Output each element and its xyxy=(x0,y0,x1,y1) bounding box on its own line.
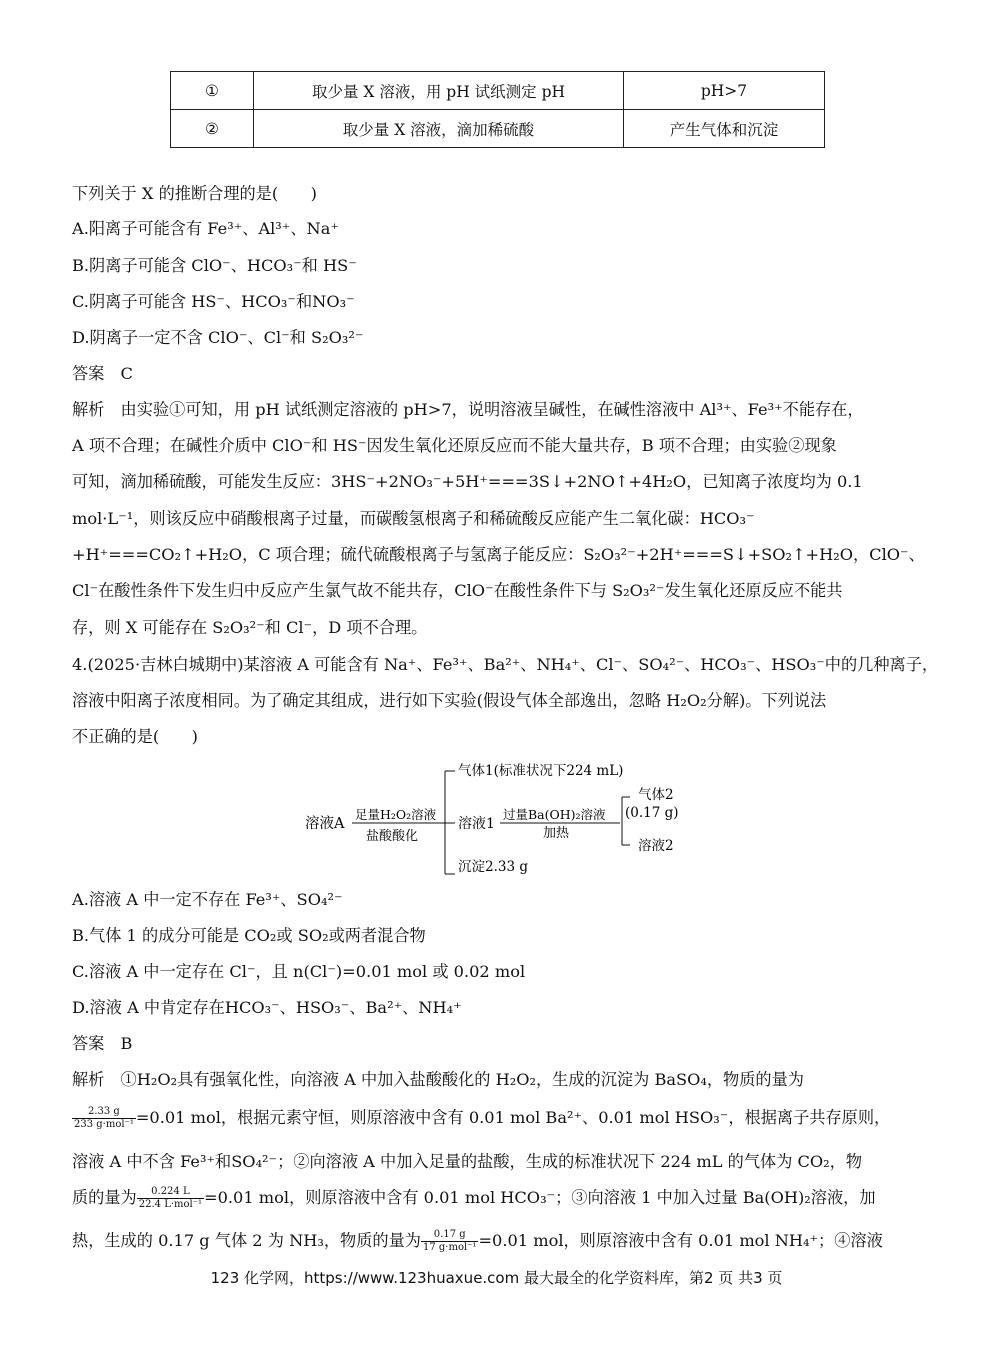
q4-explanation-line xyxy=(72,1186,932,1211)
q3-explanation-line: 存，则 X 可能存在 S₂O₃²⁻和 Cl⁻，D 项不合理。 xyxy=(72,618,428,637)
experiment-flowchart xyxy=(300,757,700,882)
row-operation: 取少量 X 溶液，滴加稀硫酸 xyxy=(254,110,624,148)
explanation-text: =0.01 mol，则原溶液中含有 0.01 mol HCO₃⁻；③向溶液 1 中加入过量 Ba(OH)₂溶液，加 xyxy=(204,1188,876,1207)
q4-stem-line: 不正确的是( ) xyxy=(72,727,198,746)
q3-option-a: A.阳离子可能含有 Fe³⁺、Al³⁺、Na⁺ xyxy=(72,219,339,238)
row-result: 产生气体和沉淀 xyxy=(624,110,825,148)
q3-option-c: C.阴离子可能含 HS⁻、HCO₃⁻和NO₃⁻ xyxy=(72,292,355,311)
q3-stem: 下列关于 X 的推断合理的是( ) xyxy=(72,184,317,203)
q3-explanation-line: 解析 由实验①可知，用 pH 试纸测定溶液的 pH>7，说明溶液呈碱性，在碱性溶液中 Al³⁺、Fe³⁺不能存在， xyxy=(72,400,864,419)
q3-explanation-line: mol·L⁻¹，则该反应中硝酸根离子过量，而碳酸氢根离子和稀硫酸反应能产生二氧化碳：HCO₃⁻ xyxy=(72,509,755,528)
page-footer: 123 化学网，https://www.123huaxue.com 最大最全的化学资料库，第2 页 共3 页 xyxy=(210,1269,783,1287)
flow-gas2-mass: (0.17 g) xyxy=(625,805,679,821)
q4-option-a: A.溶液 A 中一定不存在 Fe³⁺、SO₄²⁻ xyxy=(72,890,343,909)
explanation-text: 质的量为 xyxy=(72,1188,137,1207)
fraction-denominator: 17 g·mol⁻¹ xyxy=(422,1242,477,1253)
fraction xyxy=(137,1186,204,1211)
explanation-text: 热，生成的 0.17 g 气体 2 为 NH₃，物质的量为 xyxy=(72,1231,421,1250)
q3-explanation-line: A 项不合理；在碱性介质中 ClO⁻和 HS⁻因发生氧化还原反应而不能大量共存，B 项不合理；由实验②现象 xyxy=(72,436,837,455)
flow-start: 溶液A xyxy=(305,816,345,832)
q4-stem-line: 4.(2025·吉林白城期中)某溶液 A 可能含有 Na⁺、Fe³⁺、Ba²⁺、NH₄⁺、Cl⁻、SO₄²⁻、HCO₃⁻、HSO₃⁻中的几种离子， xyxy=(72,655,939,674)
experiment-table xyxy=(170,71,825,148)
q4-explanation-line: 溶液 A 中不含 Fe³⁺和SO₄²⁻；②向溶液 A 中加入足量的盐酸，生成的标准状况下 224 mL 的气体为 CO₂，物 xyxy=(72,1152,863,1171)
q4-explanation-line xyxy=(72,1106,932,1131)
flow-precipitate: 沉淀2.33 g xyxy=(458,859,528,875)
q4-explanation-line xyxy=(72,1229,932,1254)
q3-explanation-line: +H⁺===CO₂↑+H₂O，C 项合理；硫代硫酸根离子与氢离子能反应：S₂O₃²⁻+2H⁺===S↓+SO₂↑+H₂O，ClO⁻、 xyxy=(72,545,925,564)
fraction-denominator: 22.4 L·mol⁻¹ xyxy=(138,1199,203,1210)
flow-step1-reagent: 足量H₂O₂溶液 xyxy=(355,807,437,822)
table-row xyxy=(171,110,825,148)
q3-explanation-line: 可知，滴加稀硫酸，可能发生反应：3HS⁻+2NO₃⁻+5H⁺===3S↓+2NO↑+4H₂O，已知离子浓度均为 0.1 xyxy=(72,472,863,491)
q4-option-c: C.溶液 A 中一定存在 Cl⁻，且 n(Cl⁻)=0.01 mol 或 0.02 mol xyxy=(72,962,526,981)
q3-option-d: D.阴离子一定不含 ClO⁻、Cl⁻和 S₂O₃²⁻ xyxy=(72,328,364,347)
flow-solution2: 溶液2 xyxy=(638,838,674,854)
q4-option-b: B.气体 1 的成分可能是 CO₂或 SO₂或两者混合物 xyxy=(72,926,426,945)
fraction-denominator: 233 g·mol⁻¹ xyxy=(74,1119,134,1130)
row-operation: 取少量 X 溶液，用 pH 试纸测定 pH xyxy=(254,72,624,110)
fraction-numerator: 0.224 L xyxy=(137,1186,204,1199)
q4-explanation-line: 解析 ①H₂O₂具有强氧化性，向溶液 A 中加入盐酸酸化的 H₂O₂，生成的沉淀为 BaSO₄，物质的量为 xyxy=(72,1070,804,1089)
flow-gas1: 气体1(标准状况下224 mL) xyxy=(458,763,624,779)
explanation-text: =0.01 mol，根据元素守恒，则原溶液中含有 0.01 mol Ba²⁺、0.01 mol HSO₃⁻，根据离子共存原则， xyxy=(135,1108,891,1127)
flow-step2-reagent: 过量Ba(OH)₂溶液 xyxy=(503,807,606,822)
flow-step2-condition: 加热 xyxy=(543,826,570,841)
row-number: ② xyxy=(171,110,254,148)
q3-option-b: B.阴离子可能含 ClO⁻、HCO₃⁻和 HS⁻ xyxy=(72,256,357,275)
q4-option-d: D.溶液 A 中肯定存在HCO₃⁻、HSO₃⁻、Ba²⁺、NH₄⁺ xyxy=(72,998,462,1017)
flow-solution1: 溶液1 xyxy=(458,816,495,832)
flow-gas2: 气体2 xyxy=(638,787,674,803)
q3-explanation-line: Cl⁻在酸性条件下发生归中反应产生氯气故不能共存，ClO⁻在酸性条件下与 S₂O₃²⁻发生氧化还原反应不能共 xyxy=(72,581,843,600)
flow-step1-condition: 盐酸酸化 xyxy=(366,829,419,844)
q4-stem-line: 溶液中阳离子浓度相同。为了确定其组成，进行如下实验(假设气体全部逸出，忽略 H₂O₂分解)。下列说法 xyxy=(72,691,827,710)
q3-answer: 答案 C xyxy=(72,364,133,383)
fraction xyxy=(72,1106,136,1131)
fraction xyxy=(421,1229,478,1254)
explanation-text: =0.01 mol，则原溶液中含有 0.01 mol NH₄⁺；④溶液 xyxy=(478,1231,883,1250)
table-row xyxy=(171,72,825,110)
row-number: ① xyxy=(171,72,254,110)
q4-answer: 答案 B xyxy=(72,1034,133,1053)
fraction-numerator: 2.33 g xyxy=(72,1106,136,1119)
fraction-numerator: 0.17 g xyxy=(421,1229,478,1242)
row-result: pH>7 xyxy=(624,72,825,110)
